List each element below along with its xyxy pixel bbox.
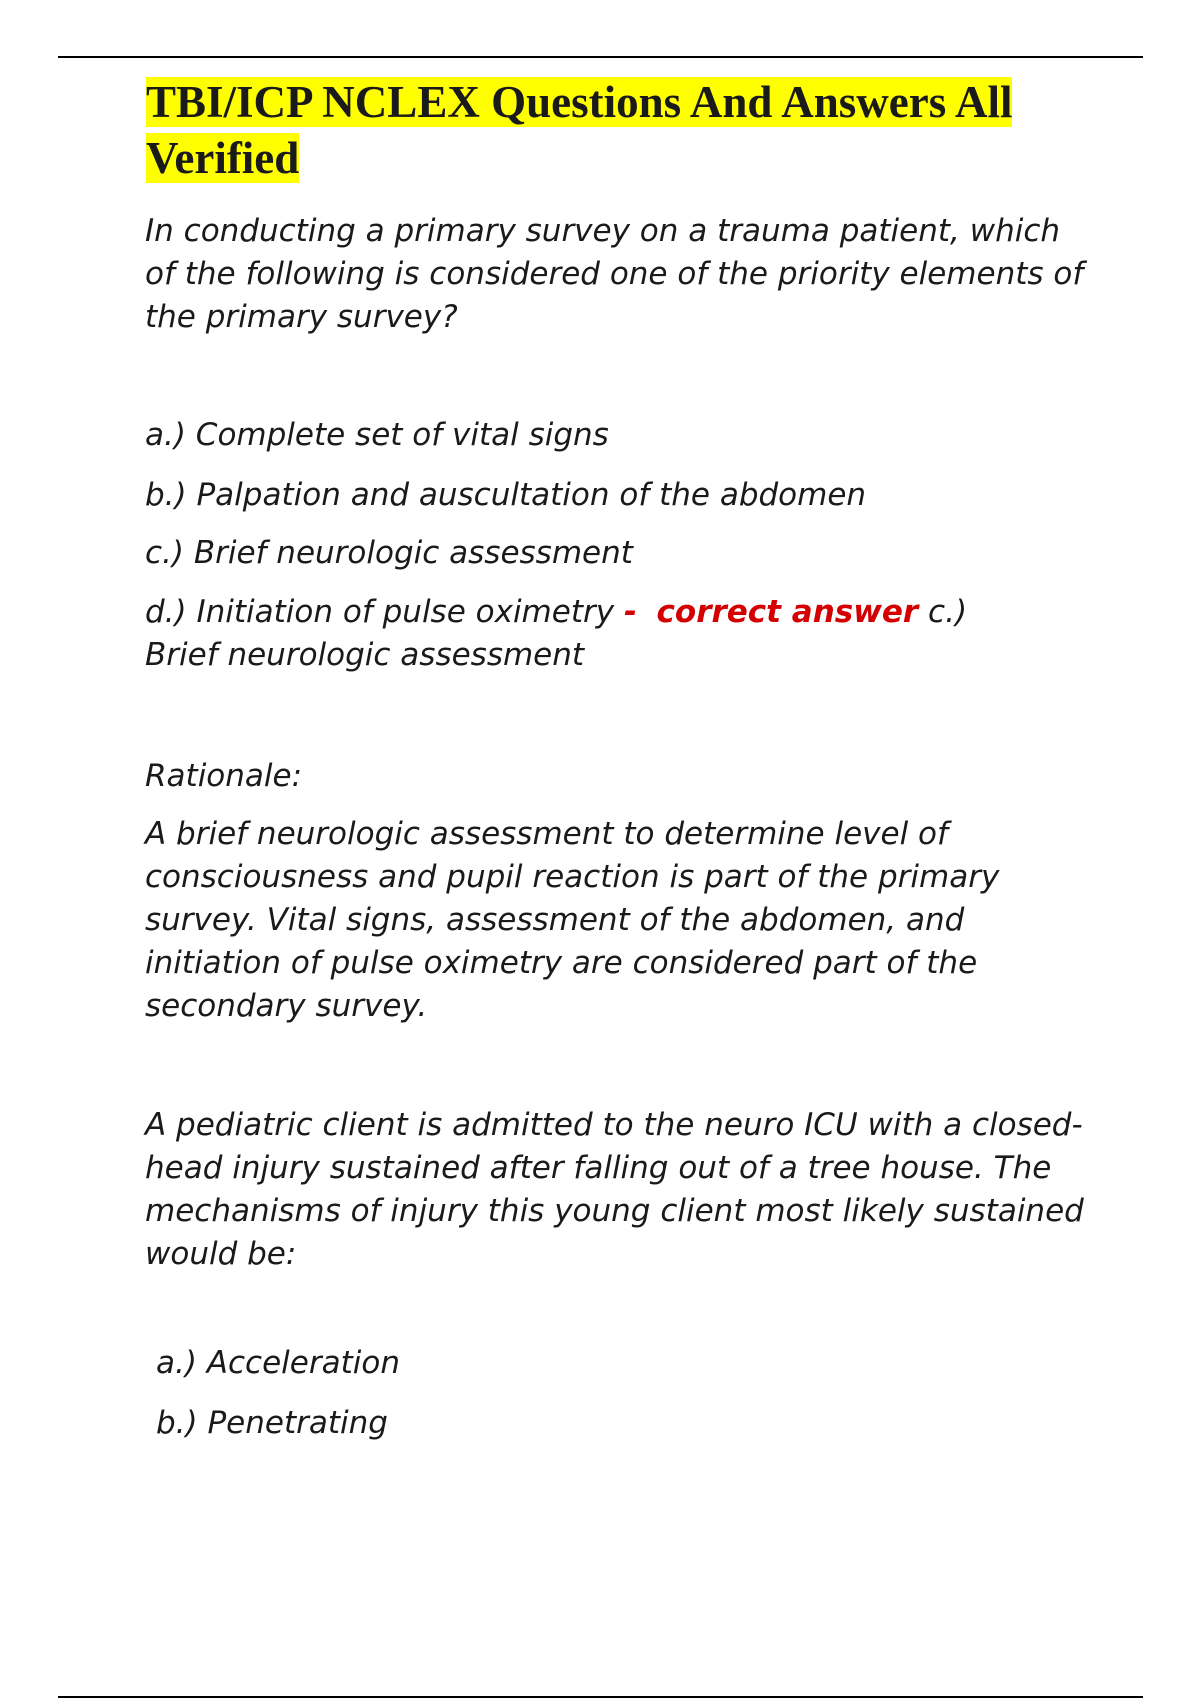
document-title xyxy=(146,74,1086,186)
question-2-option-b: b.) Penetrating xyxy=(156,1405,388,1441)
rationale-text: A brief neurologic assessment to determine level of consciousness and pupil reaction is part of the primary survey. Vital signs, assessment of the abdomen, and initiation of pulse oximetry are considered part of the secondary survey. xyxy=(145,816,1000,1024)
question-1-option-b: b.) Palpation and auscultation of the abdomen xyxy=(145,477,867,513)
question-2-option-a: a.) Acceleration xyxy=(156,1345,400,1381)
top-rule xyxy=(58,56,1143,58)
title-highlight: TBI/ICP NCLEX Questions And Answers All Verified xyxy=(146,77,1013,183)
question-1-option-d: d.) Initiation of pulse oximetry xyxy=(145,594,615,630)
question-1-answer-line xyxy=(145,591,1085,677)
rationale-heading: Rationale: xyxy=(145,758,303,794)
question-1-prompt: In conducting a primary survey on a trauma patient, which of the following is considered one of the priority elements of the primary survey? xyxy=(145,213,1084,335)
correct-answer-value-prefix: c.) xyxy=(928,594,968,630)
correct-answer-label: correct answer xyxy=(656,594,919,630)
answer-dash: - xyxy=(623,594,637,630)
question-1-option-a: a.) Complete set of vital signs xyxy=(145,417,609,453)
correct-answer-value: Brief neurologic assessment xyxy=(145,637,585,673)
bottom-rule xyxy=(58,1696,1143,1698)
question-2-prompt: A pediatric client is admitted to the neuro ICU with a closed-head injury sustained after falling out of a tree house. The mechanisms of injury this young client most likely sustained would be: xyxy=(145,1107,1084,1272)
question-1-option-c: c.) Brief neurologic assessment xyxy=(145,535,633,571)
